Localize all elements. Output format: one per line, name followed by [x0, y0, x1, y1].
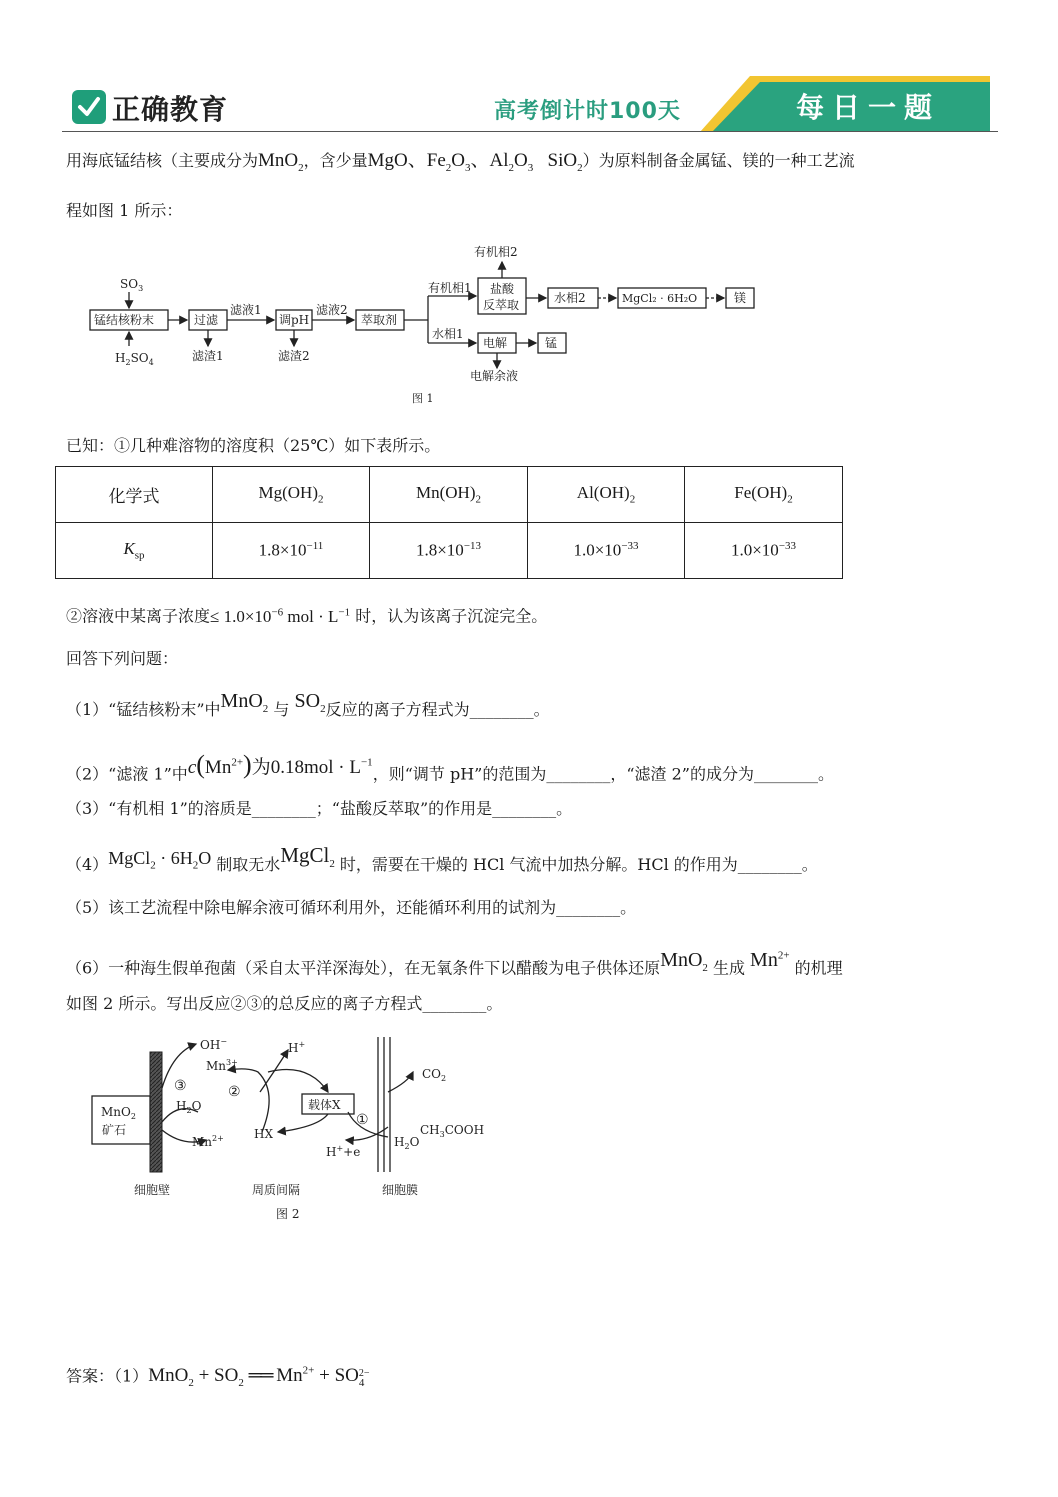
flow-organic2: 有机相2: [474, 245, 518, 259]
flow-feed: 锰结核粉末: [94, 313, 155, 327]
flow-aqueous2: 水相2: [554, 291, 586, 305]
flow-organic1: 有机相1: [428, 281, 472, 295]
table-header-cell: $Mg(OH)_2$: [213, 467, 370, 523]
flow-electrolysis-residue: 电解余液: [470, 369, 519, 383]
known-note2: ②溶液中某离子浓度≤ $1.0\times 10^{-6}$ mol · $L^{-1}$ 时，认为该离子沉淀完全。: [66, 606, 548, 626]
flow-mgcl2: MgCl₂ · 6H₂O: [622, 292, 698, 305]
brand-check-icon: [72, 90, 106, 124]
banner-title: 每日一题: [796, 91, 941, 124]
fig2-carrier: 载体X: [308, 1098, 341, 1112]
countdown-text: 高考倒计时100天: [494, 99, 681, 124]
flow-magnesium: 镁: [734, 291, 747, 305]
question-5: （5）该工艺流程中除电解余液可循环利用外，还能循环利用的试剂为________。: [66, 898, 637, 917]
flow-strip-b: 反萃取: [483, 298, 520, 312]
question-4: （4）MgCl$_2$ · $6H_2O$ 制取无水MgCl$_2$ 时，需要在干燥的 HCl 气流中加热分解。HCl 的作用为________。: [66, 843, 818, 874]
fig2-ore-formula: MnO$_2$: [101, 1105, 136, 1121]
fig2-hx: HX: [254, 1127, 274, 1141]
table-header-cell: $Fe(OH)_2$: [685, 467, 843, 523]
intro-line1: 用海底锰结核（主要成分为MnO$_2$，含少量MgO、$Fe_2O_3$、$Al_2O_3$ SiO$_2$）为原料制备金属锰、镁的一种工艺流: [66, 150, 855, 174]
fig2-mn2: $Mn^{2+}$: [192, 1134, 224, 1149]
fig2-proton-electron: H++e: [326, 1144, 361, 1159]
questions-lead: 回答下列问题：: [66, 649, 179, 668]
figure1-caption: 图 1: [412, 392, 434, 405]
question-2: （2）“滤液 1”中$c(Mn^{2+})$为$0.18mol \cdot L^{-1}$，则“调节 pH”的范围为________，“滤渣 2”的成分为________。: [66, 750, 834, 784]
table-cell: $1.8\times 10^{-13}$: [370, 523, 528, 579]
fig2-step1: ①: [356, 1112, 369, 1128]
table-header-cell: $Al(OH)_2$: [528, 467, 685, 523]
table-cell: $1.0\times 10^{-33}$: [528, 523, 685, 579]
flow-aqueous1: 水相1: [432, 327, 464, 341]
fig2-cell-wall: 细胞壁: [134, 1183, 171, 1197]
table-row: [56, 467, 843, 523]
brand-name: 正确教育: [112, 93, 229, 126]
header-divider: [62, 131, 998, 132]
question-3: （3）“有机相 1”的溶质是________；“盐酸反萃取”的作用是________。: [66, 799, 573, 818]
table-row: [56, 523, 843, 579]
fig2-cell-membrane: 细胞膜: [382, 1183, 419, 1197]
flow-h2so4: $H_2SO_4$: [115, 351, 154, 367]
flow-manganese: 锰: [545, 336, 558, 350]
question-6: （6）一种海生假单孢菌（采自太平洋深海处），在无氧条件下以醋酸为电子供体还原MnO$_2$ 生成 $Mn^{2+}$ 的机理: [66, 948, 843, 978]
fig2-step2: ②: [228, 1084, 241, 1100]
fig2-water-left: $H_2O$: [176, 1099, 202, 1115]
table-header-cell: 化学式: [56, 467, 213, 523]
flow-extractant: 萃取剂: [361, 313, 398, 327]
question-6-line2: 如图 2 所示。写出反应②③的总反应的离子方程式________。: [66, 994, 503, 1013]
mechanism-diagram: [88, 1032, 508, 1228]
table-cell: $1.0\times 10^{-33}$: [685, 523, 843, 579]
flow-adjust-ph: 调pH: [279, 313, 310, 327]
flow-so3: $SO_3$: [120, 277, 144, 293]
figure2-caption: 图 2: [276, 1207, 300, 1221]
table-header-cell: $Mn(OH)_2$: [370, 467, 528, 523]
flow-strip-a: 盐酸: [490, 282, 515, 296]
fig2-hydroxide: OH−: [200, 1037, 228, 1052]
flow-residue2: 滤渣2: [278, 349, 310, 363]
question-1: （1）“锰结核粉末”中MnO$_2$ 与 $SO_2$反应的离子方程式为________。: [66, 690, 550, 719]
fig2-ore-label: 矿石: [102, 1123, 127, 1137]
flow-filtrate1: 滤液1: [230, 303, 262, 317]
process-flow-diagram: [82, 238, 772, 410]
fig2-water-right: $H_2O$: [394, 1135, 420, 1151]
table-cell: $K_{sp}$: [56, 523, 213, 579]
known-intro: 已知：①几种难溶物的溶度积（25℃）如下表所示。: [66, 436, 441, 455]
flow-filter: 过滤: [194, 313, 219, 327]
flow-filtrate2: 滤液2: [316, 303, 348, 317]
answer-1: 答案：$(1)MnO_2 + SO_2$ ══ $Mn^{2+}$ + SO $_{2- 4}$: [66, 1365, 370, 1390]
fig2-mn3: $Mn^{3+}$: [206, 1058, 238, 1073]
fig2-acetic-acid: $CH_3COOH$: [420, 1123, 485, 1139]
flow-residue1: 滤渣1: [192, 349, 224, 363]
table-cell: $1.8\times 10^{-11}$: [213, 523, 370, 579]
fig2-co2: $CO_2$: [422, 1067, 447, 1083]
fig2-periplasm: 周质间隔: [252, 1183, 301, 1197]
ksp-table: [55, 466, 843, 579]
flow-electrolysis: 电解: [483, 336, 508, 350]
fig2-proton: H+: [288, 1040, 306, 1055]
intro-line2: 程如图 1 所示：: [66, 201, 183, 220]
fig2-step3: ③: [174, 1078, 187, 1094]
